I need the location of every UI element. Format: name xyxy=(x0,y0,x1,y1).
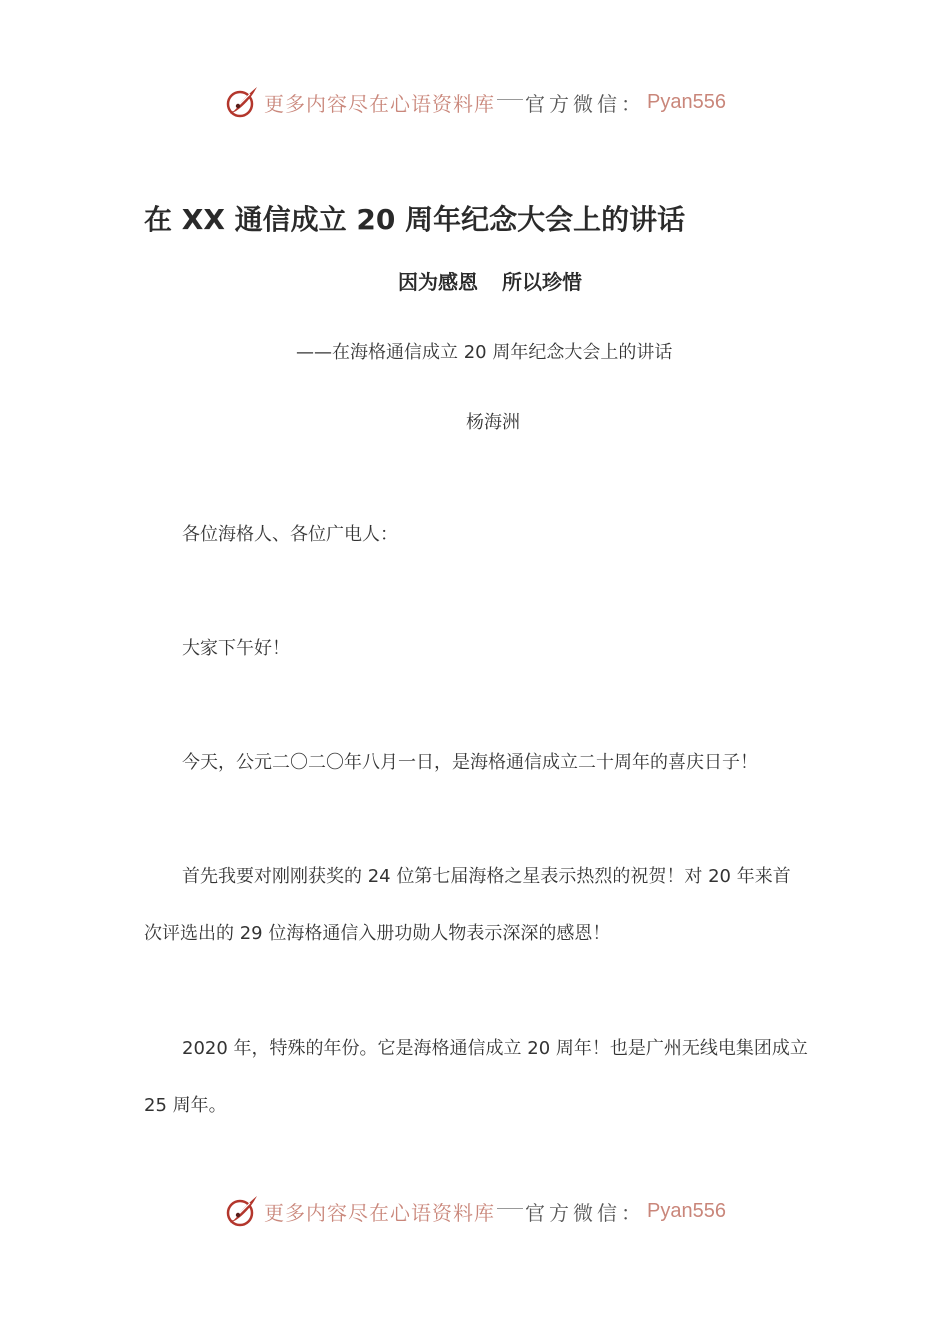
document-title: 在 XX 通信成立 20 周年纪念大会上的讲话 xyxy=(144,203,686,236)
quill-pen-logo-icon xyxy=(224,1193,260,1229)
subtitle-left: 因为感恩 xyxy=(398,270,478,294)
banner-wechat-handle: Pyan556 xyxy=(647,90,726,113)
paragraph-date: 今天，公元二〇二〇年八月一日，是海格通信成立二十周年的喜庆日子！ xyxy=(182,752,758,773)
document-subtitle xyxy=(398,266,582,295)
footer-banner xyxy=(0,1189,950,1233)
paragraph-salutation: 大家下午好！ xyxy=(182,638,290,659)
banner-dash xyxy=(497,1208,523,1209)
banner-brand-text: 更多内容尽在心语资料库 xyxy=(264,91,496,116)
banner-brand-text: 更多内容尽在心语资料库 xyxy=(264,1200,496,1225)
banner-wechat-handle: Pyan556 xyxy=(647,1199,726,1222)
header-banner xyxy=(0,80,950,124)
document-author: 杨海洲 xyxy=(466,412,520,433)
quill-pen-logo-icon xyxy=(224,84,260,120)
paragraph-greeting: 各位海格人、各位广电人： xyxy=(182,524,398,545)
banner-wechat-label: 官方微信： xyxy=(525,91,646,116)
banner-wechat-label: 官方微信： xyxy=(525,1200,646,1225)
banner-dash xyxy=(497,99,523,100)
document-byline: ——在海格通信成立 20 周年纪念大会上的讲话 xyxy=(296,342,673,363)
paragraph-congratulations: 首先我要对刚刚获奖的 24 位第七届海格之星表示热烈的祝贺！对 20 年来首次评选出的 29 位海格通信入册功勋人物表示深深的感恩！ xyxy=(144,866,791,944)
subtitle-right: 所以珍惜 xyxy=(502,270,582,294)
paragraph-anniversary: 2020 年，特殊的年份。它是海格通信成立 20 周年！也是广州无线电集团成立 25 周年。 xyxy=(144,1038,808,1116)
